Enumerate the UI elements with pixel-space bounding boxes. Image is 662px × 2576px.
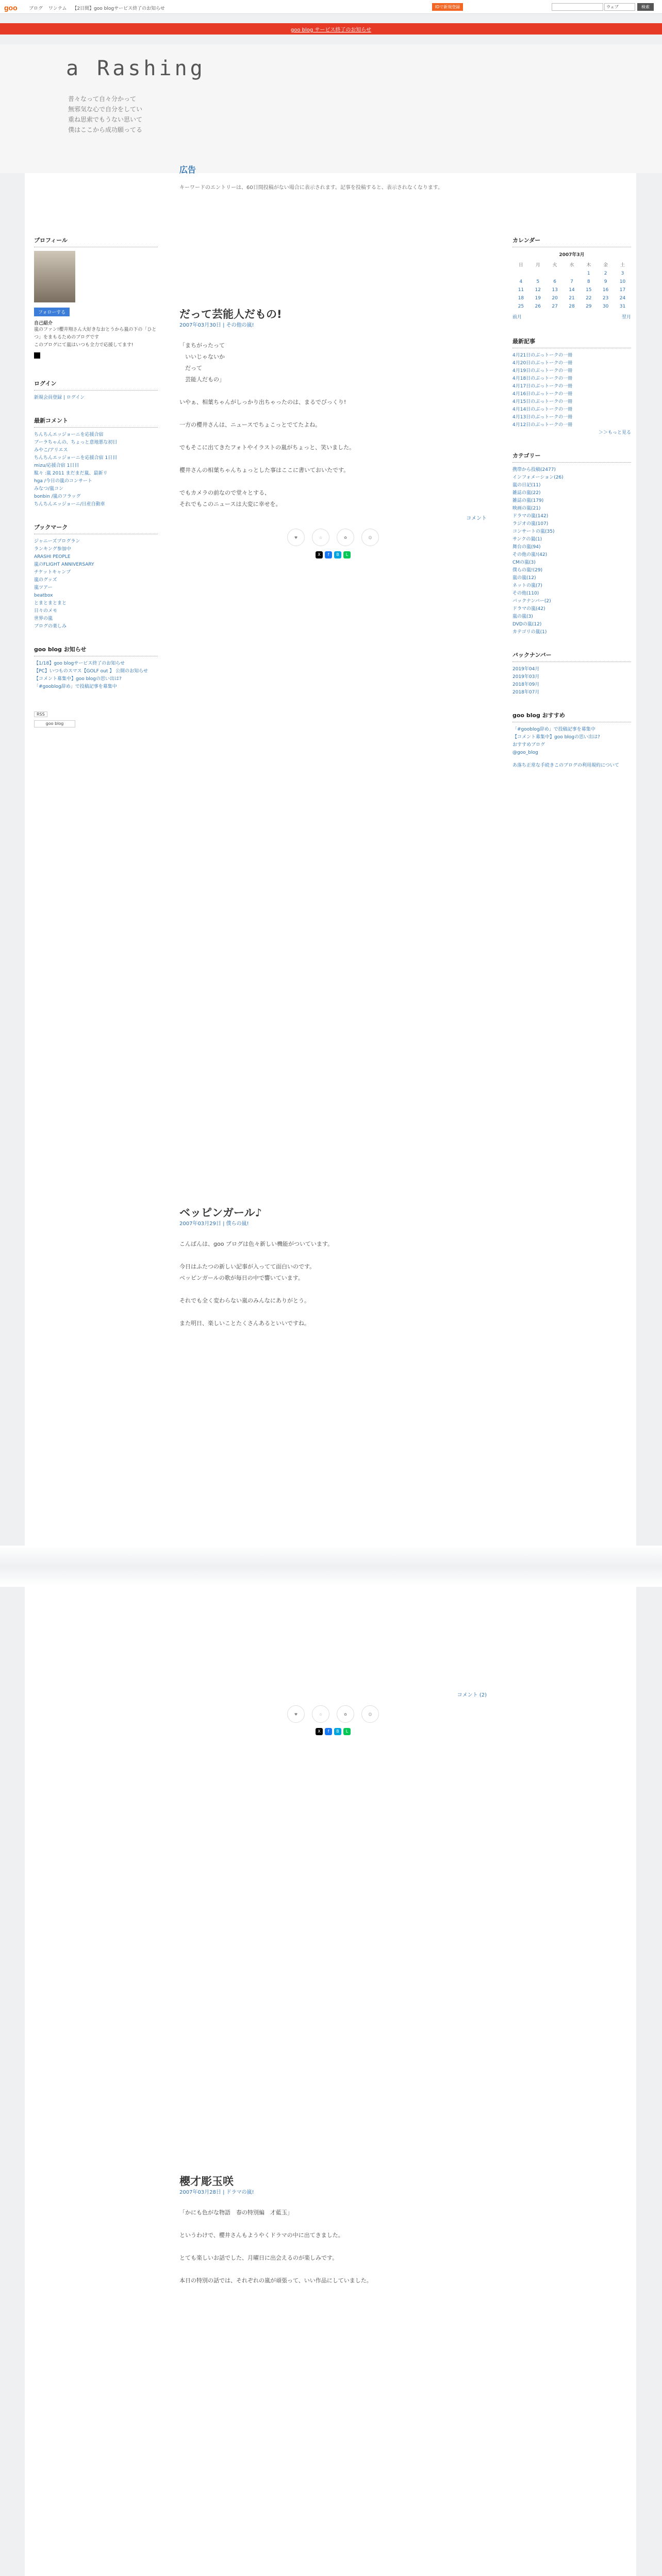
category-item[interactable]: カテゴリの嵐(1)	[512, 630, 547, 635]
search-input[interactable]	[552, 3, 603, 11]
service-notice-link[interactable]: goo blog サービス終了のお知らせ	[290, 27, 372, 33]
category-list	[512, 466, 631, 636]
category-item[interactable]: サンクの嵐(1)	[512, 537, 542, 542]
recommend-note[interactable]: あ落ち正常な手続きこのブログの利用規約について	[512, 763, 619, 768]
left-sidebar	[34, 236, 158, 727]
calendar-day[interactable]: 25	[518, 304, 524, 309]
calendar-day[interactable]: 23	[602, 296, 609, 301]
calendar-day[interactable]: 20	[552, 296, 558, 301]
calendar-day[interactable]: 19	[535, 296, 541, 301]
bookmark-item[interactable]: ブログの楽しみ	[34, 624, 67, 629]
login-heading: ログイン	[34, 379, 158, 391]
category-item[interactable]: 雑誌の嵐(179)	[512, 498, 544, 503]
latest-item[interactable]: 4月21日のぶっトークの一冊	[512, 353, 573, 358]
recent-comment-item[interactable]: mizu/応援合宿 1日目	[34, 463, 79, 468]
latest-item[interactable]: 4月18日のぶっトークの一冊	[512, 376, 573, 381]
profile-text: 嵐のファン!櫻井翔さん大好きなおとうから嵐の下の「ひとつ」をまもるためのブログです	[34, 327, 157, 340]
calendar-day	[564, 269, 581, 278]
latest-item[interactable]: 4月14日のぶっトークの一冊	[512, 407, 573, 412]
latest-item[interactable]: 4月16日のぶっトークの一冊	[512, 392, 573, 397]
bookmark-item[interactable]: 嵐のグッズ	[34, 578, 57, 583]
recent-comment-item[interactable]: hga /今日の嵐のコンサート	[34, 479, 92, 484]
rss-button[interactable]: RSS	[34, 711, 47, 717]
blog-post	[179, 2174, 487, 2286]
calendar-weekday: 木	[586, 263, 591, 268]
reaction-button[interactable]: ♥	[287, 529, 305, 546]
calendar-day	[512, 269, 529, 278]
calendar-day[interactable]: 16	[602, 287, 609, 293]
follow-button[interactable]: フォローする	[34, 308, 70, 316]
blog-desc-line: 僕はここから成功願ってる	[68, 126, 143, 133]
reaction-buttons	[179, 1705, 487, 1723]
category-item[interactable]: インフォメーション(26)	[512, 475, 564, 480]
bookmark-item[interactable]: 世界の嵐	[34, 616, 53, 621]
bookmark-item[interactable]: ジャニーズプログラン	[34, 539, 80, 544]
recent-comment-item[interactable]: ブーラちゃんの、ちょっと意地悪な初日	[34, 440, 118, 445]
recommend-item[interactable]: 「#gooblog辞め」で投稿記事を募集中	[512, 727, 595, 732]
calendar-day[interactable]: 3	[621, 271, 624, 276]
blog-desc-line: 無邪気な心で自分をしてい	[68, 106, 143, 113]
share-buttons	[179, 551, 487, 558]
latest-item[interactable]: 4月13日のぶっトークの一冊	[512, 415, 573, 420]
calendar-day[interactable]: 4	[519, 279, 523, 284]
calendar-day[interactable]: 7	[570, 279, 573, 284]
calendar-day[interactable]: 1	[587, 271, 590, 276]
latest-item[interactable]: 4月12日のぶっトークの一冊	[512, 422, 573, 428]
recommend-heading: goo blog おすすめ	[512, 711, 631, 722]
top-nav	[29, 5, 169, 11]
goo-logo[interactable]: goo	[4, 4, 18, 12]
comment-link[interactable]: コメント	[466, 516, 487, 521]
recent-comments-heading: 最新コメント	[34, 416, 158, 428]
news-item[interactable]: 【1/18】goo blogサービス終了のお知らせ	[34, 661, 125, 666]
blog-description	[68, 94, 142, 135]
latest-item[interactable]: 4月19日のぶっトークの一冊	[512, 368, 573, 374]
calendar-weekday: 日	[518, 263, 523, 268]
category-item[interactable]: 舞台の嵐(94)	[512, 545, 541, 550]
facebook-share-icon[interactable]: f	[325, 551, 332, 558]
recent-comment-item[interactable]: ちんちんエッジョーニ/日産自動車	[34, 502, 105, 507]
reaction-button[interactable]: ✿	[337, 1705, 354, 1723]
recent-comment-item[interactable]: 駄々 :嵐 2011 まだまだ嵐、最新リ	[34, 471, 108, 476]
top-nav-item[interactable]: ブログ	[29, 6, 43, 11]
calendar-day[interactable]: 21	[569, 296, 575, 301]
recent-comment-item[interactable]: みなつ/嵐コン	[34, 486, 64, 492]
facebook-share-icon[interactable]: f	[325, 1728, 332, 1735]
post-body: こんばんは、goo ブログは色々新しい機能がついています。 今日はふたつの新しい記事が入ってて面白いのです。 ベッピンガールの歌が毎日の中で響いています。 それでも全く変わらない嵐のみんなにありがとう。 また明日、楽しいことたくさんあるといいですね。	[179, 1241, 334, 1327]
reaction-button[interactable]: ✿	[337, 529, 354, 546]
category-item[interactable]: CMの嵐(3)	[512, 560, 536, 565]
blog-title[interactable]: a Rashing	[66, 57, 206, 80]
bookmark-item[interactable]: チケットキャンプ	[34, 570, 71, 575]
post-body: 「かにも色がな物語 春の特別編 才藍玉」 というわけで、櫻井さんもようやくドラマの中に出てきました。 とても楽しいお話でした、月曜日に出会えるのが楽しみです。 本日の特別の話では、それぞれの嵐が頑張って、いい作品にしていました。	[179, 2209, 372, 2284]
line-share-icon[interactable]: L	[343, 1728, 351, 1735]
latest-item[interactable]: 4月17日のぶっトークの一冊	[512, 384, 573, 389]
latest-heading: 最新記事	[512, 337, 631, 348]
register-button[interactable]: IDで新規登録	[432, 3, 463, 11]
calendar-day[interactable]: 14	[569, 287, 575, 293]
category-item[interactable]: 嵐の嵐(3)	[512, 614, 533, 619]
calendar-weekday: 金	[603, 263, 608, 268]
blog-desc-line: 普々なって自々分かって	[68, 95, 137, 103]
category-item[interactable]: ドラマの嵐(142)	[512, 514, 549, 519]
bookmark-item[interactable]: 嵐ツアー	[34, 585, 53, 590]
backnumber-item[interactable]: 2018年07月	[512, 690, 540, 695]
profile-text: このブログにて嵐はいつも全力で応援してます!	[34, 343, 134, 348]
backnumber-item[interactable]: 2018年09月	[512, 682, 540, 687]
reaction-buttons	[179, 529, 487, 546]
bookmark-item[interactable]: 日々のメモ	[34, 608, 58, 614]
calendar-day[interactable]: 26	[535, 304, 541, 309]
category-item[interactable]: その他(110)	[512, 591, 539, 596]
backnumber-item[interactable]: 2019年04月	[512, 667, 540, 672]
calendar-heading: カレンダー	[512, 236, 631, 247]
calendar-day[interactable]: 9	[604, 279, 607, 284]
category-item[interactable]: 嵐の嵐(12)	[512, 575, 536, 581]
x-icon[interactable]	[34, 352, 40, 359]
category-item[interactable]: 映画の嵐(21)	[512, 506, 541, 511]
service-notice-bar	[0, 23, 662, 35]
reaction-button[interactable]: ☆	[312, 1705, 329, 1723]
category-item[interactable]: ネットの嵐(7)	[512, 583, 542, 588]
post-title[interactable]: だって芸能人だもの!	[179, 308, 282, 320]
news-item[interactable]: 【コメント募集中】goo blogの思い出は?	[34, 676, 122, 682]
post-date[interactable]: 2007年03月29日 | 僕らの嵐!	[179, 1221, 249, 1227]
calendar-day[interactable]: 24	[619, 296, 626, 301]
recommend-item[interactable]: @goo_blog	[512, 750, 538, 755]
calendar-day[interactable]: 10	[619, 279, 626, 284]
latest-more-link[interactable]: ＞＞もっと見る	[598, 430, 631, 435]
calendar-day[interactable]: 17	[619, 287, 626, 293]
calendar-day[interactable]: 13	[552, 287, 558, 293]
calendar-month: 2007年3月	[559, 252, 585, 258]
post-date[interactable]: 2007年03月30日 | その他の嵐!	[179, 323, 254, 328]
profile-name: 自己紹介	[34, 321, 53, 326]
backnumber-heading: バックナンバー	[512, 651, 631, 662]
post-title[interactable]: 櫻才彫玉咲	[179, 2175, 234, 2188]
news-item[interactable]: 「#gooblog辞め」で投稿記事を募集中	[34, 684, 117, 689]
blog-desc-line: 重ね思索でもうない思いて	[68, 116, 143, 123]
x-share-icon[interactable]: X	[316, 1728, 323, 1735]
search-button[interactable]: 検索	[637, 3, 654, 11]
recommend-item[interactable]: 【コメント募集中】goo blogの思い出は?	[512, 735, 600, 740]
recent-comment-item[interactable]: ちんちんエッジョーニを応援合宿 1日目	[34, 455, 118, 461]
calendar-day[interactable]: 27	[552, 304, 558, 309]
login-link[interactable]: 新規会員登録 | ログイン	[34, 395, 85, 400]
category-item[interactable]: コンサートの嵐(35)	[512, 529, 555, 534]
comment-link[interactable]: コメント (2)	[457, 1692, 487, 1698]
calendar-day[interactable]: 8	[587, 279, 590, 284]
hatena-share-icon[interactable]: B	[334, 551, 341, 558]
post-body: キーワードのエントリーは、60日間投稿がない場合に表示されます。記事を投稿すると、表示されなくなります。	[179, 185, 443, 191]
calendar-day	[529, 269, 547, 278]
category-item[interactable]: バックナンバー(2)	[512, 599, 551, 604]
category-item[interactable]: 僕らの嵐!(29)	[512, 568, 543, 573]
bookmark-item[interactable]: beatbox	[34, 593, 53, 598]
top-nav-item[interactable]: ワンテム	[48, 6, 67, 11]
calendar-day[interactable]: 15	[586, 287, 592, 293]
calendar-day	[547, 269, 564, 278]
news-heading: goo blog お知らせ	[34, 645, 158, 656]
calendar-weekday: 水	[569, 263, 574, 268]
bookmark-item[interactable]: ランキング参加中	[34, 547, 71, 552]
bookmark-heading: ブックマーク	[34, 523, 158, 534]
post-title[interactable]: 広告	[179, 165, 196, 175]
reaction-button[interactable]: ♥	[287, 1705, 305, 1723]
hatena-share-icon[interactable]: B	[334, 1728, 341, 1735]
share-buttons	[179, 1728, 487, 1735]
line-share-icon[interactable]: L	[343, 551, 351, 558]
news-item[interactable]: 【PC】いつものスマス【GOLF out 】 公開のお知らせ	[34, 669, 148, 674]
category-heading: カテゴリー	[512, 451, 631, 463]
category-item[interactable]: ラジオの嵐(107)	[512, 521, 549, 527]
latest-item[interactable]: 4月15日のぶっトークの一冊	[512, 399, 573, 404]
category-item[interactable]: ドラマの嵐(42)	[512, 606, 545, 612]
post-body: 「まちがったって いいじゃないか だって 芸能人だもの」 いやぁ、相葉ちゃんがしっかり出ちゃったのは、まるでびっくり! 一方の櫻井さんは、ニュースでちょこっとでてたよね。 でもそこに出てきたフォトやイラストの嵐がちょっと、笑いました。 櫻井さんの相葉ちゃんちょっとした事はここに書いておいたです。 でもカメラの前なので堂々とする、 それでもこのニュースは大変に幸せを。	[179, 342, 355, 507]
recommend-item[interactable]: おすすめブログ	[512, 742, 545, 748]
search-scope-select[interactable]: ウェブ	[604, 3, 635, 11]
blog-post	[179, 1206, 487, 1735]
calendar-weekday: 火	[552, 263, 557, 268]
category-item[interactable]: DVDの嵐(12)	[512, 622, 542, 627]
category-item[interactable]: 携帯から投稿(2477)	[512, 467, 556, 472]
latest-item[interactable]: 4月20日のぶっトークの一冊	[512, 361, 573, 366]
x-share-icon[interactable]: X	[316, 551, 323, 558]
calendar-day[interactable]: 31	[619, 304, 626, 309]
calendar-day[interactable]: 2	[604, 271, 607, 276]
profile-avatar[interactable]	[34, 251, 75, 302]
blog-post	[179, 307, 487, 558]
right-sidebar	[512, 236, 631, 770]
reaction-button[interactable]: ☺	[361, 529, 379, 546]
bookmark-item[interactable]: とまとまとまと	[34, 601, 67, 606]
category-item[interactable]: 嵐の日記(11)	[512, 483, 541, 488]
reaction-button[interactable]: ☺	[361, 1705, 379, 1723]
blog-counter-badge[interactable]: goo blog	[34, 720, 75, 727]
blog-header	[0, 44, 662, 173]
calendar-day[interactable]: 18	[518, 296, 524, 301]
post-title[interactable]: ベッピンガール♪	[179, 1207, 262, 1219]
bookmark-item[interactable]: 嵐のFLIGHT ANNIVERSARY	[34, 562, 94, 567]
calendar-prev[interactable]: 前月	[512, 315, 522, 320]
calendar-day[interactable]: 6	[553, 279, 556, 284]
reaction-button[interactable]: ☆	[312, 529, 329, 546]
calendar-next[interactable]: 翌月	[621, 315, 631, 320]
calendar-day[interactable]: 28	[569, 304, 575, 309]
bookmark-item[interactable]: ARASHI PEOPLE	[34, 554, 71, 560]
calendar-day[interactable]: 12	[535, 287, 541, 293]
calendar-day[interactable]: 22	[586, 296, 592, 301]
ad-post	[179, 163, 487, 194]
top-bar	[0, 0, 662, 14]
calendar-day[interactable]: 30	[602, 304, 609, 309]
post-date[interactable]: 2007年03月28日 | ドラマの嵐!	[179, 2190, 254, 2195]
calendar	[512, 260, 631, 311]
calendar-weekday: 土	[620, 263, 625, 268]
category-item[interactable]: その他の嵐!(42)	[512, 552, 548, 557]
recent-comment-item[interactable]: bonbin /嵐のフラッグ	[34, 494, 81, 499]
calendar-weekday: 月	[535, 263, 540, 268]
calendar-day[interactable]: 5	[536, 279, 540, 284]
category-item[interactable]: 雑誌の嵐(22)	[512, 490, 541, 496]
calendar-day[interactable]: 29	[586, 304, 592, 309]
backnumber-item[interactable]: 2019年03月	[512, 674, 540, 680]
calendar-day[interactable]: 11	[518, 287, 524, 293]
recent-comment-item[interactable]: ちんちんエッジョーニを応援合宿	[34, 432, 104, 437]
top-nav-item[interactable]: 【2日間】goo blogサービス終了のお知らせ	[72, 6, 165, 11]
profile-heading: プロフィール	[34, 236, 158, 247]
recent-comment-item[interactable]: みやこ/アリエス	[34, 448, 68, 453]
